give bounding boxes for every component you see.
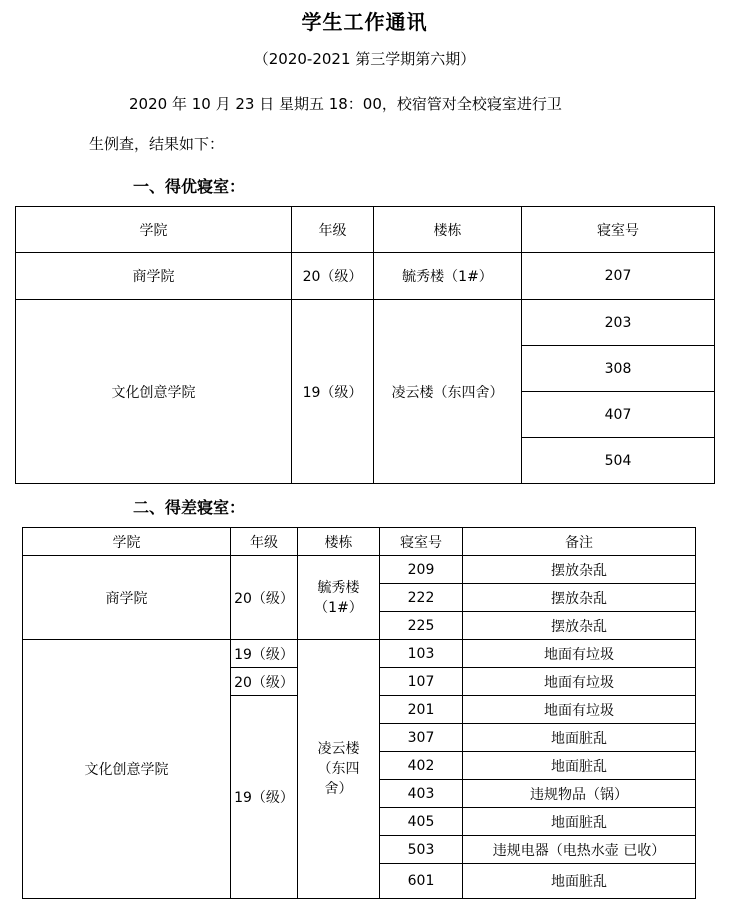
note-cell: 摆放杂乱 [463,556,696,584]
building-line: 毓秀楼 [317,579,360,596]
room-cell: 405 [380,808,463,836]
room-cell: 504 [522,438,715,484]
college-cell: 文化创意学院 [23,640,231,899]
note-cell: 地面有垃圾 [463,696,696,724]
room-cell: 107 [380,668,463,696]
room-cell: 407 [522,392,715,438]
note-cell: 地面脏乱 [463,808,696,836]
grade-cell: 20（级） [231,668,298,696]
room-cell: 201 [380,696,463,724]
building-line: （东四 [317,761,360,777]
room-cell: 403 [380,780,463,808]
college-cell: 商学院 [23,556,231,640]
table-header-row [16,207,715,253]
room-cell: 207 [522,253,715,300]
room-cell: 503 [380,836,463,864]
header-room: 寝室号 [522,207,715,253]
grade-cell: 19（级） [231,640,298,668]
note-cell: 违规电器（电热水壶 已收） [463,836,696,864]
table-row [23,640,696,668]
header-building: 楼栋 [298,528,380,556]
header-grade: 年级 [292,207,374,253]
header-college: 学院 [16,207,292,253]
building-cell: 毓秀楼（1#） [374,253,522,300]
issue-subtitle: （2020-2021 第三学期第六期） [253,50,476,68]
intro-line-2: 生例查，结果如下： [89,135,225,153]
room-cell: 222 [380,584,463,612]
building-cell: 凌云楼（东四舍） [374,300,522,484]
room-cell: 307 [380,724,463,752]
note-cell: 摆放杂乱 [463,584,696,612]
building-line: 凌云楼 [317,741,360,757]
note-cell: 地面脏乱 [463,752,696,780]
header-grade: 年级 [231,528,298,556]
note-cell: 地面有垃圾 [463,640,696,668]
table-row [16,253,715,300]
header-note: 备注 [463,528,696,556]
poor-dorms-table [22,527,696,899]
excellent-dorms-table [15,206,715,484]
building-line: 舍） [324,781,353,797]
grade-cell: 20（级） [231,556,298,640]
table-header-row [23,528,696,556]
room-cell: 203 [522,300,715,346]
building-cell [298,640,380,899]
room-cell: 225 [380,612,463,640]
header-room: 寝室号 [380,528,463,556]
intro-line-1: 2020 年 10 月 23 日 星期五 18：00，校宿管对全校寝室进行卫 [129,95,562,113]
building-line: （1#） [314,599,363,616]
room-cell: 103 [380,640,463,668]
header-building: 楼栋 [374,207,522,253]
room-cell: 402 [380,752,463,780]
building-cell [298,556,380,640]
room-cell: 308 [522,346,715,392]
room-cell: 601 [380,864,463,899]
grade-cell: 20（级） [292,253,374,300]
section-heading-excellent: 一、得优寝室： [133,177,246,196]
note-cell: 地面有垃圾 [463,668,696,696]
table-row [23,556,696,584]
note-cell: 摆放杂乱 [463,612,696,640]
section-heading-poor: 二、得差寝室： [133,498,246,517]
college-cell: 商学院 [16,253,292,300]
note-cell: 违规物品（锅） [463,780,696,808]
grade-cell: 19（级） [231,696,298,899]
college-cell: 文化创意学院 [16,300,292,484]
grade-cell: 19（级） [292,300,374,484]
header-college: 学院 [23,528,231,556]
note-cell: 地面脏乱 [463,864,696,899]
room-cell: 209 [380,556,463,584]
page-title: 学生工作通讯 [301,10,428,34]
note-cell: 地面脏乱 [463,724,696,752]
table-row [16,300,715,346]
